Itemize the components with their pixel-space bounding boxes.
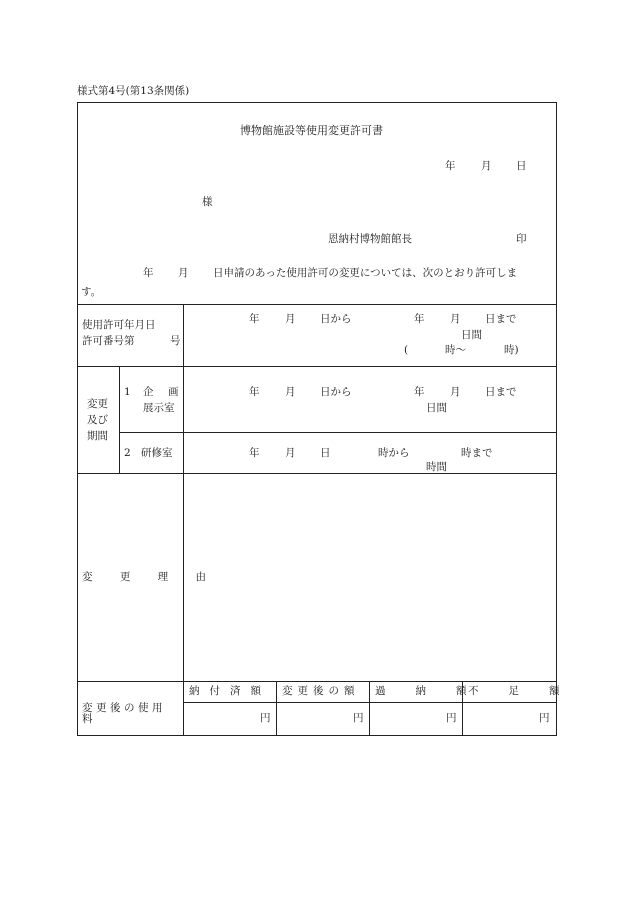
fee-paid-unit: 円 bbox=[260, 712, 271, 724]
permit-days: 日間 bbox=[461, 329, 482, 341]
item1-year: 年 bbox=[249, 386, 260, 398]
item2-number: 2 bbox=[124, 447, 131, 459]
item2-day: 日 bbox=[320, 447, 331, 459]
reason-row-divider bbox=[77, 681, 557, 682]
permit-hours-from: 時〜 bbox=[445, 344, 466, 356]
fee-col-shortfall: 不足額 bbox=[468, 685, 590, 697]
date-month: 月 bbox=[481, 160, 492, 172]
fee-col-divider-1 bbox=[276, 681, 277, 735]
item1-month: 月 bbox=[285, 386, 296, 398]
fee-overpaid-unit: 円 bbox=[446, 712, 457, 724]
change-label-2: 及び bbox=[87, 414, 108, 426]
item1-number: 1 bbox=[124, 386, 131, 398]
body-text-line2: す。 bbox=[81, 286, 102, 298]
permit-number-label: 許可番号第 bbox=[82, 335, 135, 347]
permit-month-2: 月 bbox=[450, 313, 461, 325]
body-year: 年 bbox=[143, 267, 154, 279]
fee-shortfall-unit: 円 bbox=[539, 712, 550, 724]
seal-mark: 印 bbox=[516, 233, 527, 245]
date-year: 年 bbox=[445, 160, 456, 172]
item2-label: 研修室 bbox=[141, 447, 173, 459]
form-number: 様式第4号(第13条関係) bbox=[77, 85, 190, 97]
header-divider bbox=[77, 304, 557, 305]
date-day: 日 bbox=[516, 160, 527, 172]
item1-days: 日間 bbox=[426, 402, 447, 414]
permit-date-label: 使用許可年月日 bbox=[82, 319, 156, 331]
fee-header-divider bbox=[183, 702, 557, 703]
item1-label-line2: 展示室 bbox=[143, 402, 175, 414]
fee-col-divider-2 bbox=[369, 681, 370, 735]
permit-month: 月 bbox=[285, 313, 296, 325]
fee-label bbox=[82, 703, 178, 724]
item1-label-kanji-2: 画 bbox=[168, 386, 179, 398]
permit-year: 年 bbox=[249, 313, 260, 325]
permit-year-2: 年 bbox=[414, 313, 425, 325]
change-label-3: 期間 bbox=[87, 430, 108, 442]
permit-hours-to: 時) bbox=[504, 344, 519, 356]
permit-until: 日まで bbox=[485, 313, 517, 325]
item1-month-2: 月 bbox=[450, 386, 461, 398]
body-text-line1: 日申請のあった使用許可の変更については、次のとおり許可しま bbox=[213, 267, 518, 279]
permit-number-suffix: 号 bbox=[170, 335, 181, 347]
item2-until: 時まで bbox=[461, 447, 493, 459]
change-section-divider bbox=[77, 473, 557, 474]
label-column-divider bbox=[183, 304, 184, 735]
outer-top-border bbox=[77, 102, 557, 103]
item1-year-2: 年 bbox=[414, 386, 425, 398]
outer-left-border bbox=[77, 102, 78, 735]
permit-row-divider bbox=[77, 366, 557, 367]
change-label-divider bbox=[119, 366, 120, 473]
item1-label-kanji-1: 企 bbox=[143, 386, 154, 398]
permit-hours-open-paren: ( bbox=[404, 344, 409, 356]
change-item-divider bbox=[119, 432, 557, 433]
document-title: 博物館施設等使用変更許可書 bbox=[240, 124, 383, 137]
fee-new-unit: 円 bbox=[353, 712, 364, 724]
permit-from: 日から bbox=[320, 313, 352, 325]
item1-from: 日から bbox=[320, 386, 352, 398]
outer-bottom-border bbox=[77, 735, 557, 736]
issuer-name: 恩納村博物館館長 bbox=[328, 233, 412, 245]
body-month: 月 bbox=[178, 267, 189, 279]
item1-until: 日まで bbox=[485, 386, 517, 398]
item2-month: 月 bbox=[285, 447, 296, 459]
fee-col-paid: 納付済額 bbox=[189, 685, 271, 697]
reason-label: 変 更 理 由 bbox=[82, 571, 219, 583]
addressee-honorific: 様 bbox=[202, 196, 213, 208]
change-label-1: 変更 bbox=[87, 398, 108, 410]
item2-year: 年 bbox=[249, 447, 260, 459]
fee-col-new-amount: 変更後の額 bbox=[282, 685, 360, 697]
fee-col-overpaid: 過納額 bbox=[375, 685, 497, 697]
fee-label-text: 変更後の使用料 bbox=[82, 702, 166, 725]
outer-right-border bbox=[556, 102, 557, 735]
item2-hours: 時間 bbox=[426, 461, 447, 473]
item2-from: 時から bbox=[378, 447, 410, 459]
